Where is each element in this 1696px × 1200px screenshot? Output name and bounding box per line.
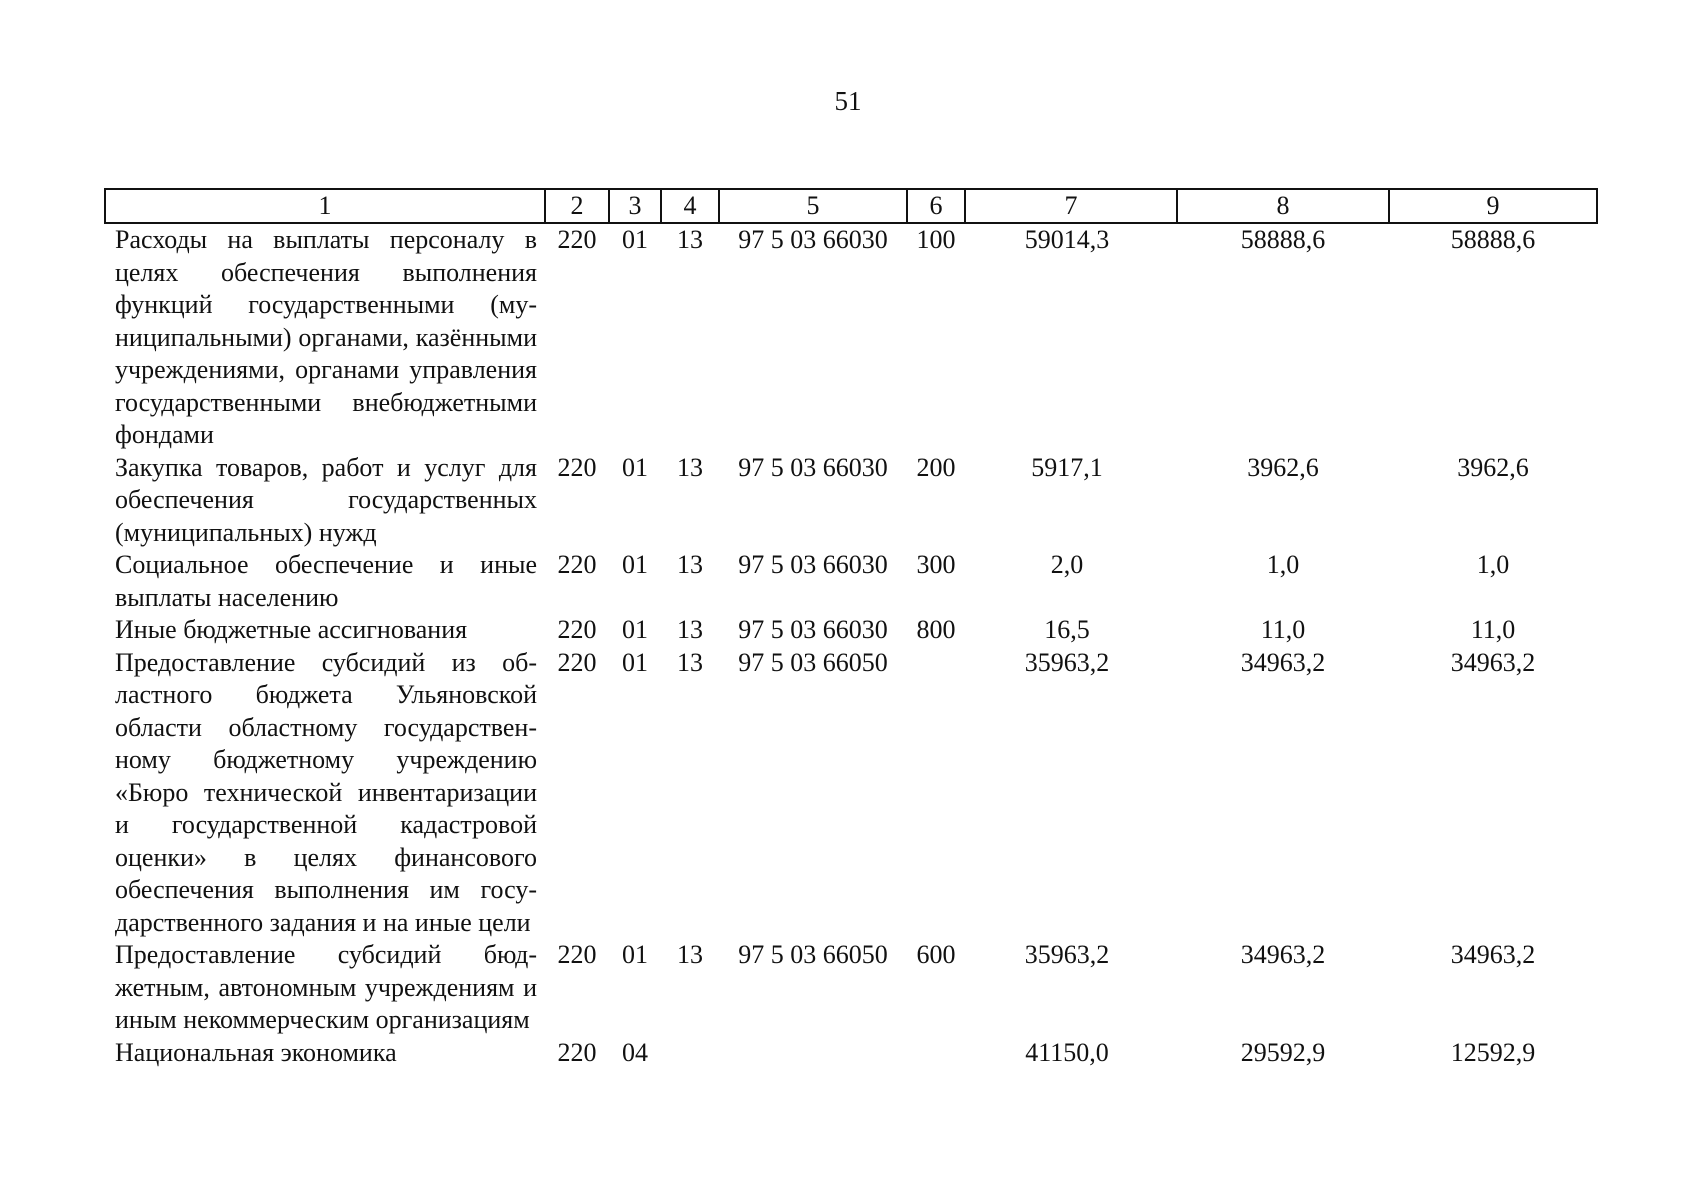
- row-amount-7: 5917,1: [1031, 452, 1103, 482]
- row-amount-8: 3962,6: [1247, 452, 1319, 482]
- row-admin-code: 220: [557, 647, 597, 677]
- row-admin-code: 220: [557, 615, 597, 644]
- row-target-article: 97 5 03 66030: [738, 452, 888, 482]
- row-target-article: 97 5 03 66050: [738, 940, 888, 969]
- row-amount-8: 58888,6: [1240, 225, 1326, 254]
- row-target-article: 97 5 03 66030: [738, 550, 888, 579]
- row-name: Закупка товаров, работ и услуг для обеспечения государственных (муниципальных) нужд: [115, 452, 537, 547]
- table-row: [105, 614, 1597, 647]
- row-section: 01: [622, 452, 648, 482]
- table-row: [105, 549, 1597, 614]
- row-section: 01: [622, 940, 648, 969]
- row-amount-9: 58888,6: [1450, 225, 1536, 254]
- row-amount-7: 35963,2: [1024, 940, 1110, 969]
- row-expense-type: 600: [916, 940, 956, 969]
- row-subsection: 13: [677, 452, 703, 482]
- row-expense-type: 200: [916, 452, 956, 482]
- row-amount-8: 1,0: [1266, 550, 1300, 579]
- column-header-6: 6: [907, 189, 965, 223]
- row-target-article: [719, 1037, 907, 1070]
- row-subsection: 13: [677, 647, 703, 677]
- row-amount-7: 41150,0: [1025, 1037, 1109, 1067]
- row-amount-7: 59014,3: [1024, 225, 1110, 254]
- row-amount-9: 11,0: [1470, 615, 1516, 644]
- budget-table: [104, 188, 1598, 1069]
- row-admin-code: 220: [557, 225, 597, 254]
- row-section: 04: [622, 1037, 648, 1067]
- row-amount-9: 1,0: [1476, 550, 1510, 579]
- table-row: [105, 647, 1597, 940]
- row-admin-code: 220: [557, 940, 597, 969]
- row-subsection: 13: [677, 615, 703, 644]
- row-name: Национальная экономика: [115, 1037, 397, 1067]
- row-admin-code: 220: [557, 452, 597, 482]
- row-amount-7: 2,0: [1050, 550, 1084, 579]
- row-subsection: 13: [677, 225, 703, 254]
- row-amount-9: 12592,9: [1450, 1037, 1536, 1067]
- row-amount-8: 29592,9: [1240, 1037, 1326, 1067]
- row-amount-7: 16,5: [1044, 615, 1090, 644]
- column-header-9: 9: [1389, 189, 1597, 223]
- row-admin-code: 220: [557, 550, 597, 579]
- row-expense-type: 300: [916, 550, 956, 579]
- row-section: 01: [622, 550, 648, 579]
- row-target-article: 97 5 03 66030: [738, 615, 888, 644]
- row-expense-type: 100: [916, 225, 956, 254]
- row-amount-8: 11,0: [1260, 615, 1306, 644]
- row-section: 01: [622, 615, 648, 644]
- row-expense-type: [907, 647, 965, 940]
- column-header-5: 5: [719, 189, 907, 223]
- row-target-article: 97 5 03 66030: [738, 225, 888, 254]
- row-name: Расходы на выплаты персоналу в целях обеспечения выполнения функций государственными (муниципальными) органами, казёнными учреждениями, органами управления государственными внебюджетными фондами: [115, 225, 537, 449]
- row-name: Предоставление субсидий бюджетным, автономным учреждениям и иным некоммерческим организациям: [115, 940, 537, 1034]
- row-amount-9: 3962,6: [1457, 452, 1529, 482]
- row-subsection: 13: [677, 940, 703, 969]
- page-number: 51: [834, 86, 862, 116]
- table-row: [105, 939, 1597, 1037]
- column-header-3: 3: [609, 189, 661, 223]
- column-header-1: 1: [105, 189, 545, 223]
- row-amount-7: 35963,2: [1024, 647, 1110, 677]
- header-row: [105, 189, 1597, 223]
- column-header-7: 7: [965, 189, 1177, 223]
- table-row: [105, 223, 1597, 452]
- row-expense-type: 800: [916, 615, 956, 644]
- row-name: Предоставление субсидий из областного бюджета Ульяновской области областному государственному бюджетному учреждению «Бюро технической инвентаризации и государственной кадастровой оценки» в целях финансового обеспечения выполнения им государственного задания и на иные цели: [115, 647, 537, 937]
- table-row: [105, 1037, 1597, 1070]
- row-name: Иные бюджетные ассигнования: [115, 615, 468, 644]
- row-amount-8: 34963,2: [1240, 940, 1326, 969]
- table-row: [105, 452, 1597, 550]
- row-expense-type: [907, 1037, 965, 1070]
- row-amount-8: 34963,2: [1240, 647, 1326, 677]
- row-amount-9: 34963,2: [1450, 940, 1536, 969]
- column-header-8: 8: [1177, 189, 1389, 223]
- row-section: 01: [622, 225, 648, 254]
- column-header-4: 4: [661, 189, 719, 223]
- row-name: Социальное обеспечение и иные выплаты населению: [115, 550, 537, 612]
- row-amount-9: 34963,2: [1450, 647, 1536, 677]
- row-target-article: 97 5 03 66050: [738, 647, 888, 677]
- column-header-2: 2: [545, 189, 609, 223]
- row-subsection: 13: [677, 550, 703, 579]
- row-admin-code: 220: [557, 1037, 597, 1067]
- row-subsection: [661, 1037, 719, 1070]
- row-section: 01: [622, 647, 648, 677]
